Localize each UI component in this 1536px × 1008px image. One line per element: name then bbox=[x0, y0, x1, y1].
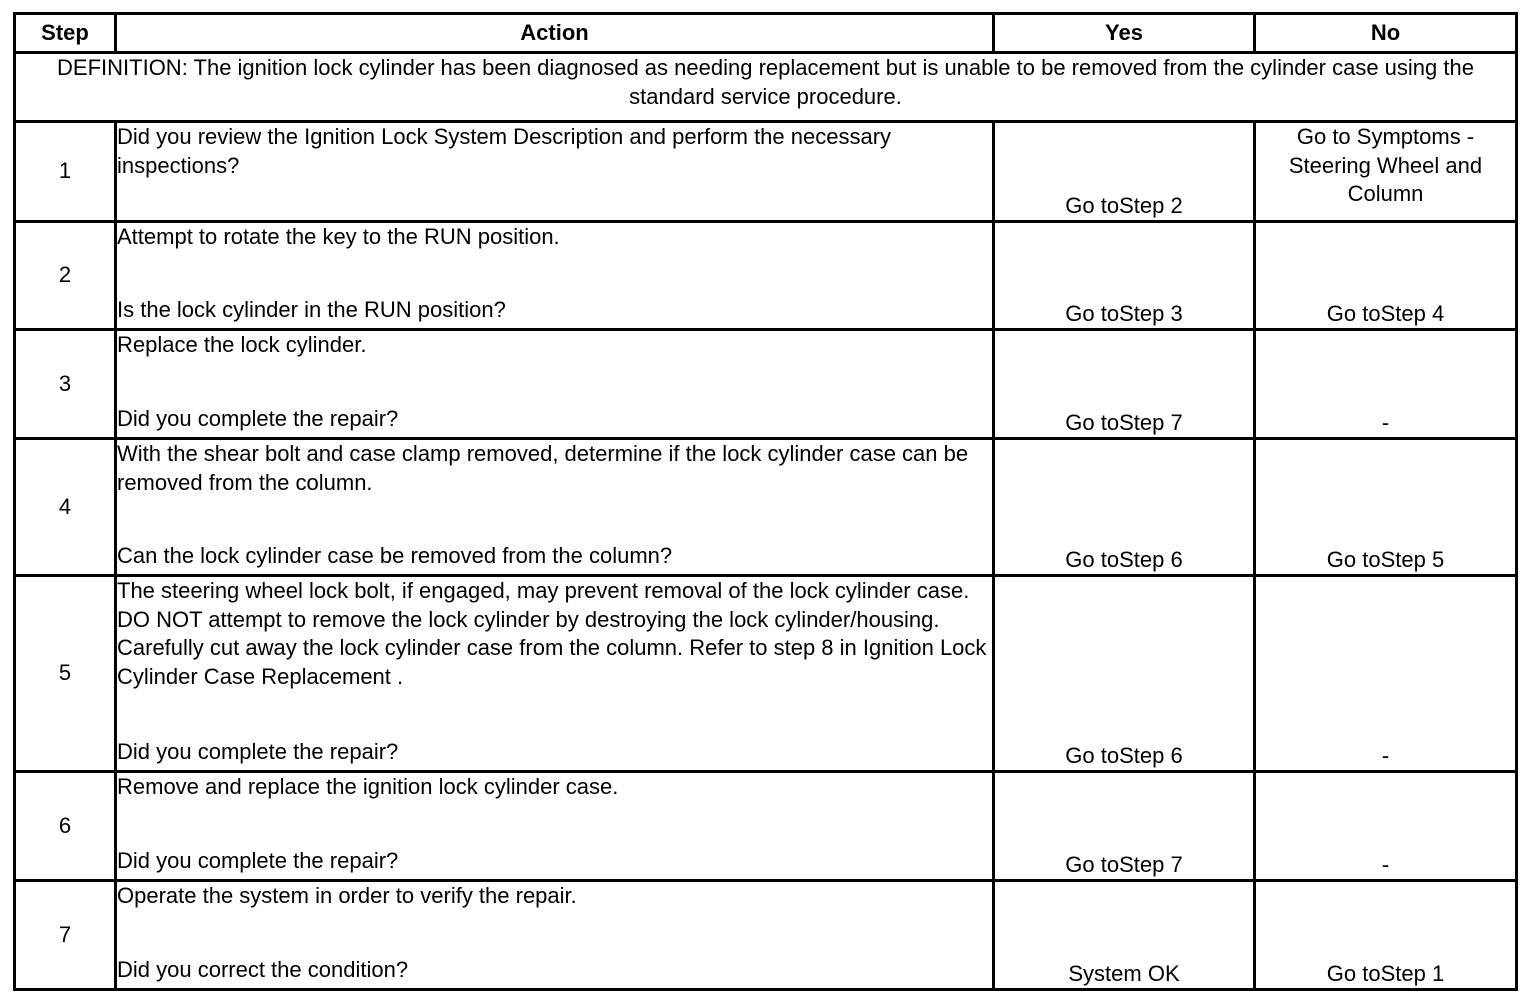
action-cell bbox=[116, 439, 994, 576]
step-number: 1 bbox=[15, 122, 116, 222]
action-question: Did you complete the repair? bbox=[117, 738, 399, 764]
table-row bbox=[15, 576, 1517, 772]
no-cell: Go toStep 1 bbox=[1255, 881, 1517, 990]
header-yes: Yes bbox=[994, 14, 1255, 53]
action-cell bbox=[116, 772, 994, 881]
yes-cell: Go toStep 7 bbox=[994, 330, 1255, 439]
action-text: The steering wheel lock bolt, if engaged, may prevent removal of the lock cylinder case. DO NOT attempt to remove the lock cylinder by destroying the lock cylinder/housing. Carefully cut away the lock cylinder case from the column. Refer to step 8 in Ignition Lock Cylinder Case Replacement . bbox=[117, 578, 987, 689]
action-cell bbox=[116, 222, 994, 330]
step-number: 2 bbox=[15, 222, 116, 330]
table-row bbox=[15, 330, 1517, 439]
yes-cell: Go toStep 2 bbox=[994, 122, 1255, 222]
yes-cell: Go toStep 7 bbox=[994, 772, 1255, 881]
header-action: Action bbox=[116, 14, 994, 53]
action-text: Replace the lock cylinder. bbox=[117, 332, 367, 357]
no-cell: - bbox=[1255, 330, 1517, 439]
no-cell: Go toStep 5 bbox=[1255, 439, 1517, 576]
yes-cell: System OK bbox=[994, 881, 1255, 990]
action-text: Remove and replace the ignition lock cylinder case. bbox=[117, 774, 619, 799]
action-cell bbox=[116, 576, 994, 772]
no-cell: - bbox=[1255, 772, 1517, 881]
action-question: Is the lock cylinder in the RUN position? bbox=[117, 296, 506, 322]
table-row bbox=[15, 222, 1517, 330]
action-cell bbox=[116, 122, 994, 222]
step-number: 3 bbox=[15, 330, 116, 439]
table-row bbox=[15, 881, 1517, 990]
no-cell: - bbox=[1255, 576, 1517, 772]
step-number: 4 bbox=[15, 439, 116, 576]
action-question: Can the lock cylinder case be removed from the column? bbox=[117, 542, 673, 568]
definition-text: DEFINITION: The ignition lock cylinder has been diagnosed as needing replacement but is unable to be removed from the cylinder case using the standard service procedure. bbox=[15, 53, 1517, 122]
action-text: Operate the system in order to verify the repair. bbox=[117, 883, 577, 908]
table-row bbox=[15, 122, 1517, 222]
table-row bbox=[15, 439, 1517, 576]
header-row bbox=[15, 14, 1517, 53]
header-step: Step bbox=[15, 14, 116, 53]
definition-row bbox=[15, 53, 1517, 122]
action-question: Did you complete the repair? bbox=[117, 405, 399, 431]
no-cell: Go toStep 4 bbox=[1255, 222, 1517, 330]
action-question: Did you correct the condition? bbox=[117, 956, 409, 982]
yes-cell: Go toStep 3 bbox=[994, 222, 1255, 330]
action-cell bbox=[116, 330, 994, 439]
header-no: No bbox=[1255, 14, 1517, 53]
yes-cell: Go toStep 6 bbox=[994, 576, 1255, 772]
action-question: Did you complete the repair? bbox=[117, 847, 399, 873]
action-text: Attempt to rotate the key to the RUN position. bbox=[117, 224, 560, 249]
step-number: 6 bbox=[15, 772, 116, 881]
action-cell bbox=[116, 881, 994, 990]
step-number: 5 bbox=[15, 576, 116, 772]
step-number: 7 bbox=[15, 881, 116, 990]
diagnostic-table bbox=[13, 12, 1518, 991]
table-row bbox=[15, 772, 1517, 881]
no-cell: Go to Symptoms - Steering Wheel and Column bbox=[1255, 122, 1517, 222]
action-text: With the shear bolt and case clamp removed, determine if the lock cylinder case can be removed from the column. bbox=[117, 441, 969, 495]
action-text: Did you review the Ignition Lock System Description and perform the necessary inspections? bbox=[117, 124, 892, 178]
yes-cell: Go toStep 6 bbox=[994, 439, 1255, 576]
